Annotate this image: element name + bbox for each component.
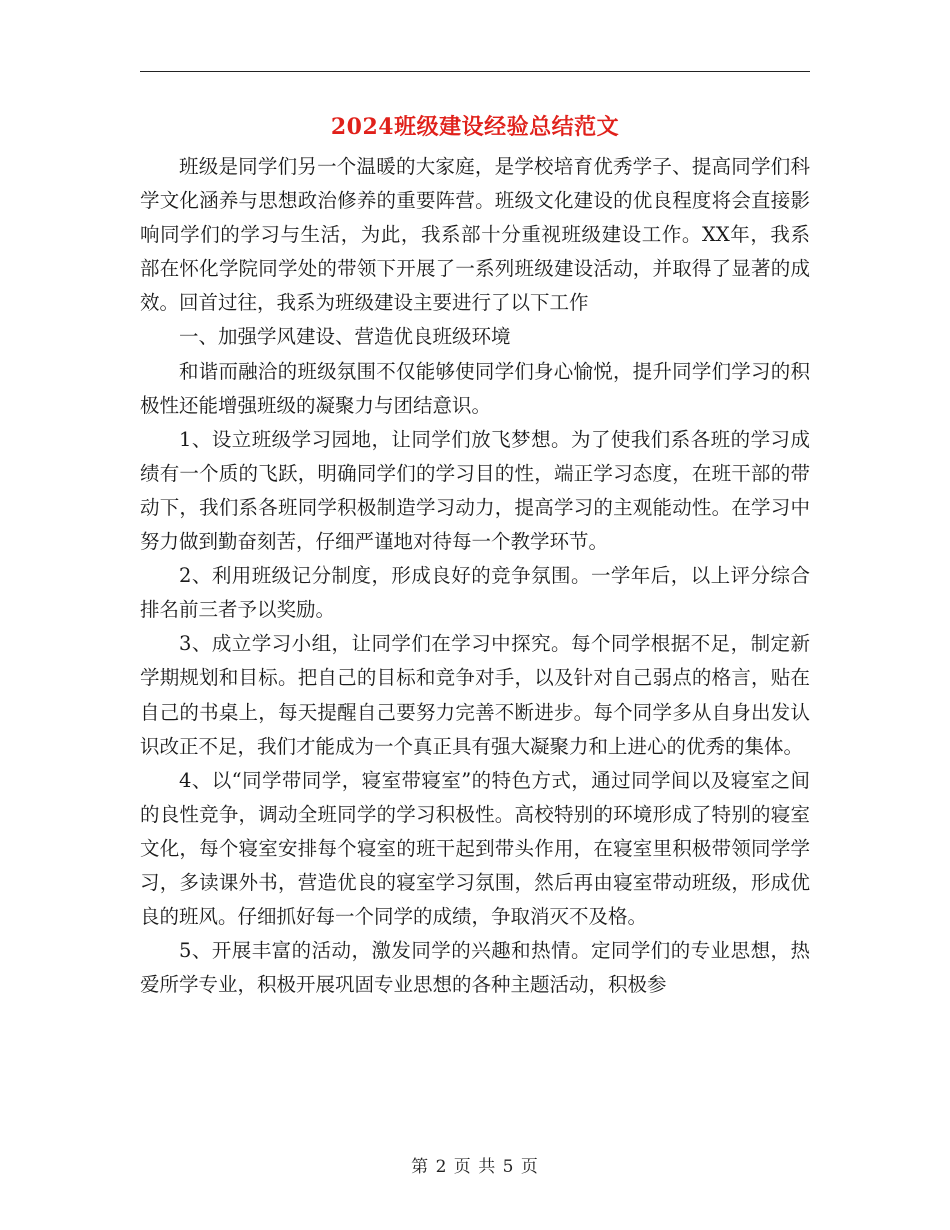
paragraph-intro: 班级是同学们另一个温暖的大家庭，是学校培育优秀学子、提高同学们科学文化涵养与思想政治修养的重要阵营。班级文化建设的优良程度将会直接影响同学们的学习与生活，为此，我系部十分重视班级建设工作。XX年，我系部在怀化学院同学处的带领下开展了一系列班级建设活动，并取得了显著的成效。回首过往，我系为班级建设主要进行了以下工作 xyxy=(140,155,810,315)
list-item-3: 3、成立学习小组，让同学们在学习中探究。每个同学根据不足，制定新学期规划和目标。把自己的目标和竞争对手，以及针对自己弱点的格言，贴在自己的书桌上，每天提醒自己要努力完善不断进步。每个同学多从自身出发认识改正不足，我们才能成为一个真正具有强大凝聚力和上进心的优秀的集体。 xyxy=(140,632,810,758)
list-item-4: 4、以“同学带同学，寝室带寝室”的特色方式，通过同学间以及寝室之间的良性竞争，调动全班同学的学习积极性。高校特别的环境形成了特别的寝室文化，每个寝室安排每个寝室的班干起到带头作用，在寝室里积极带领同学学习，多读课外书，营造优良的寝室学习氛围，然后再由寝室带动班级，形成优良的班风。仔细抓好每一个同学的成绩，争取消灭不及格。 xyxy=(140,768,810,929)
page-number-footer: 第 2 页 共 5 页 xyxy=(411,1157,539,1177)
paragraph-atmosphere: 和谐而融洽的班级氛围不仅能够使同学们身心愉悦，提升同学们学习的积极性还能增强班级的凝聚力与团结意识。 xyxy=(140,359,810,417)
section-heading-1: 一、加强学风建设、营造优良班级环境 xyxy=(179,325,511,349)
document-body xyxy=(140,150,810,1002)
document-title: 2024班级建设经验总结范文 xyxy=(330,114,620,140)
list-item-1: 1、设立班级学习园地，让同学们放飞梦想。为了使我们系各班的学习成绩有一个质的飞跃，明确同学们的学习目的性，端正学习态度，在班干部的带动下，我们系各班同学积极制造学习动力，提高学习的主观能动性。在学习中努力做到勤奋刻苦，仔细严谨地对待每一个教学环节。 xyxy=(140,427,810,554)
header-rule xyxy=(140,71,810,72)
list-item-2: 2、利用班级记分制度，形成良好的竞争氛围。一学年后，以上评分综合排名前三者予以奖励。 xyxy=(140,564,810,622)
list-item-5: 5、开展丰富的活动，激发同学的兴趣和热情。定同学们的专业思想，热爱所学专业，积极开展巩固专业思想的各种主题活动，积极参 xyxy=(140,939,810,997)
